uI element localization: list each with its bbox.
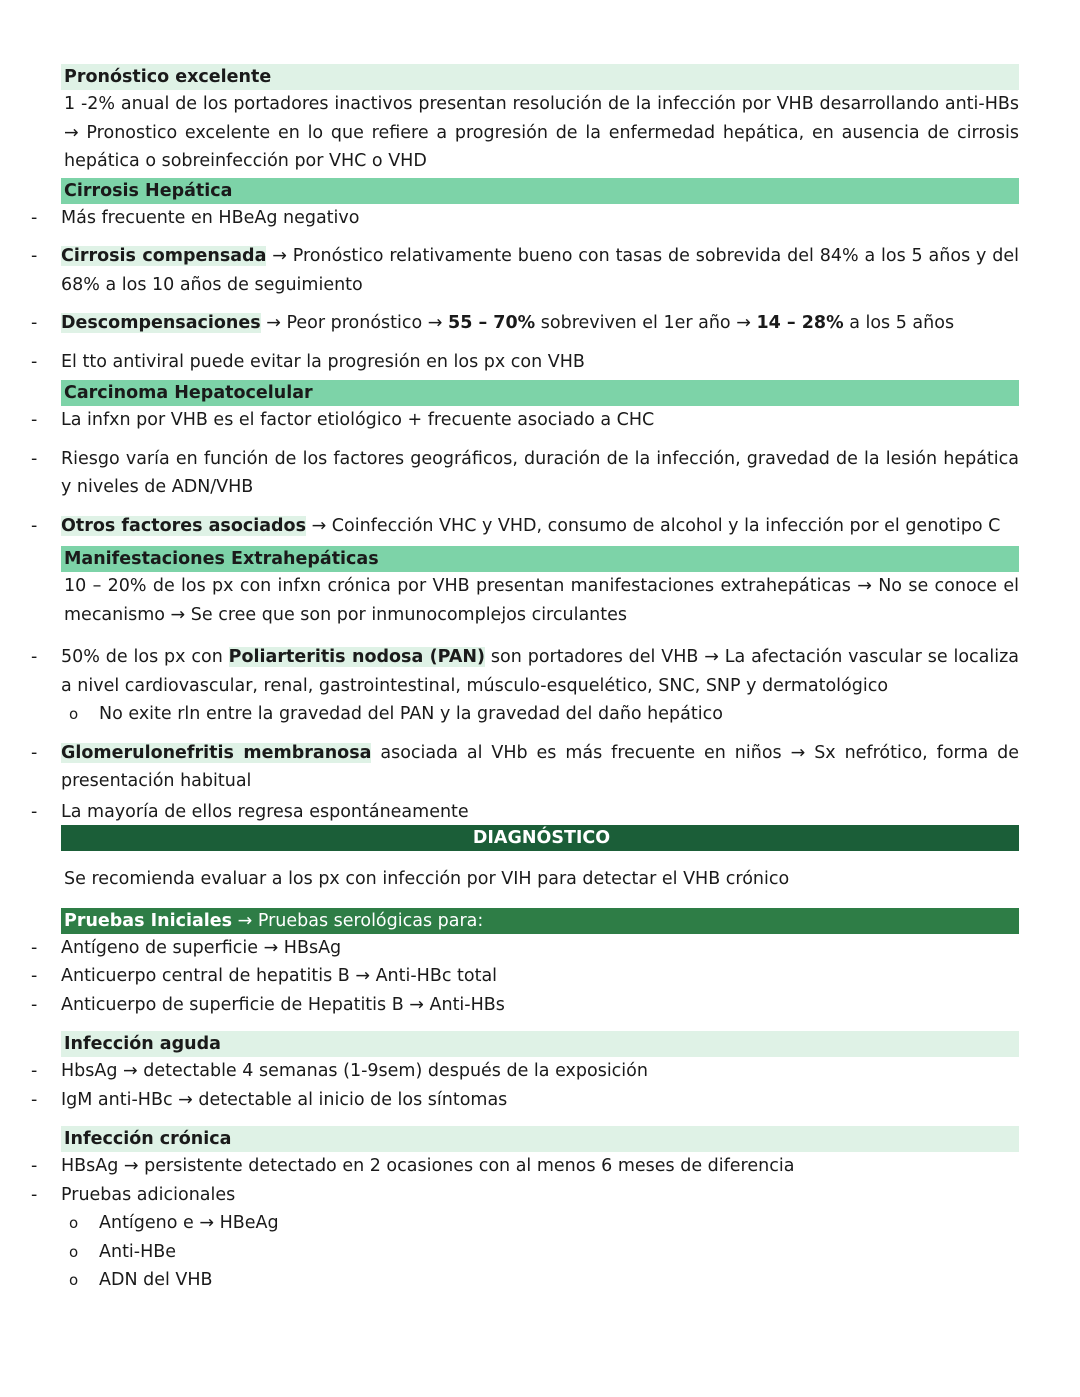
- list-item: [61, 643, 1019, 729]
- sub-list-item: o No exite rln entre la gravedad del PAN y la gravedad del daño hepático: [99, 700, 1019, 729]
- list-item-text: a los 5 años: [843, 313, 955, 333]
- highlight-term: Poliarteritis nodosa (PAN): [228, 647, 486, 667]
- document-page: [61, 64, 1019, 1295]
- extrahepaticas-list: [61, 643, 1019, 826]
- list-item-text: Más frecuente en HBeAg negativo: [61, 207, 360, 228]
- list-item: [61, 309, 1019, 338]
- bold-value: 14 – 28%: [756, 313, 844, 333]
- list-item-text: Riesgo varía en función de los factores geográficos, duración de la infección, gravedad de la lesión hepática y niveles de ADN/VHB: [61, 448, 1019, 497]
- section-header-cirrosis: Cirrosis Hepática: [61, 178, 1019, 204]
- section-header-carcinoma: Carcinoma Hepatocelular: [61, 380, 1019, 406]
- list-item: [61, 1181, 1019, 1295]
- list-item-text: asociada al VHb es más frecuente en niños → Sx nefrótico, forma de presentación habitual: [61, 742, 1019, 791]
- header-title: Pruebas Iniciales: [64, 910, 233, 931]
- list-item: [61, 348, 1019, 377]
- list-item-text: → Peor pronóstico →: [260, 313, 449, 333]
- list-item-text: son portadores del VHB → La afectación vascular se localiza a nivel cardiovascular, renal, gastrointestinal, músculo-esquelético, SNC, SNP y dermatológico: [61, 647, 1020, 696]
- list-item: - HBsAg → persistente detectado en 2 ocasiones con al menos 6 meses de diferencia: [61, 1152, 1019, 1181]
- list-item: [61, 406, 1019, 435]
- list-item: [61, 242, 1019, 299]
- bold-value: 55 – 70%: [448, 313, 536, 333]
- list-item: [61, 798, 1019, 827]
- pronostico-paragraph: 1 -2% anual de los portadores inactivos presentan resolución de la infección por VHB desarrollando anti-HBs → Pronostico excelente en lo que refiere a progresión de la enfermedad hepática, en ausencia de cirrosis hepática o sobreinfección por VHC o VHD: [64, 94, 1019, 171]
- list-item-text: Pruebas adicionales: [61, 1184, 236, 1205]
- highlight-term: Cirrosis compensada: [61, 246, 267, 266]
- list-item: [61, 204, 1019, 233]
- sub-list-item: o ADN del VHB: [99, 1266, 1019, 1295]
- list-item-text: 50% de los px con: [61, 647, 229, 667]
- infeccion-cronica-list: [61, 1152, 1019, 1295]
- list-item-text: → Coinfección VHC y VHD, consumo de alcohol y la infección por el genotipo C: [306, 515, 1001, 536]
- sub-list: [61, 1209, 1019, 1295]
- diagnostico-paragraph: Se recomienda evaluar a los px con infección por VIH para detectar el VHB crónico: [64, 869, 790, 889]
- list-item: - Anticuerpo de superficie de Hepatitis B → Anti-HBs: [61, 991, 1019, 1020]
- extrahepaticas-paragraph: 10 – 20% de los px con infxn crónica por VHB presentan manifestaciones extrahepáticas → No se conoce el mecanismo → Se cree que son por inmunocomplejos circulantes: [64, 576, 1019, 625]
- list-item: - IgM anti-HBc → detectable al inicio de los síntomas: [61, 1086, 1019, 1115]
- sub-list-item: o Anti-HBe: [99, 1238, 1019, 1267]
- section-header-extrahepaticas: Manifestaciones Extrahepáticas: [61, 546, 1019, 572]
- list-item-text: La infxn por VHB es el factor etiológico + frecuente asociado a CHC: [61, 410, 655, 430]
- list-item-text: → Pronóstico relativamente bueno con tasas de sobrevida del 84% a los 5 años y del 68% a los 10 años de seguimiento: [61, 246, 1019, 295]
- sub-list: [61, 700, 1019, 729]
- section-header-diagnostico: DIAGNÓSTICO: [61, 825, 1019, 851]
- carcinoma-list: [61, 406, 1019, 540]
- pruebas-iniciales-list: [61, 934, 1019, 1020]
- header-subtitle: → Pruebas serológicas para:: [232, 910, 484, 931]
- highlight-term: Otros factores asociados: [61, 515, 306, 536]
- section-header-infeccion-aguda: Infección aguda: [61, 1031, 1019, 1057]
- list-item: - HbsAg → detectable 4 semanas (1-9sem) después de la exposición: [61, 1057, 1019, 1086]
- section-header-pruebas-iniciales: [61, 908, 1019, 934]
- list-item: [61, 512, 1019, 541]
- list-item: - Anticuerpo central de hepatitis B → Anti-HBc total: [61, 962, 1019, 991]
- section-header-infeccion-cronica: Infección crónica: [61, 1126, 1019, 1152]
- highlight-term: Glomerulonefritis membranosa: [61, 742, 372, 763]
- list-item: [61, 739, 1019, 796]
- highlight-term: Descompensaciones: [61, 313, 261, 333]
- sub-list-item: o Antígeno e → HBeAg: [99, 1209, 1019, 1238]
- section-header-pronostico: Pronóstico excelente: [61, 64, 1019, 90]
- list-item: - Antígeno de superficie → HBsAg: [61, 934, 1019, 963]
- cirrosis-list: [61, 204, 1019, 377]
- list-item-text: sobreviven el 1er año →: [535, 313, 757, 333]
- list-item: [61, 445, 1019, 502]
- infeccion-aguda-list: [61, 1057, 1019, 1114]
- list-item-text: El tto antiviral puede evitar la progresión en los px con VHB: [61, 351, 585, 372]
- list-item-text: La mayoría de ellos regresa espontáneamente: [61, 801, 469, 822]
